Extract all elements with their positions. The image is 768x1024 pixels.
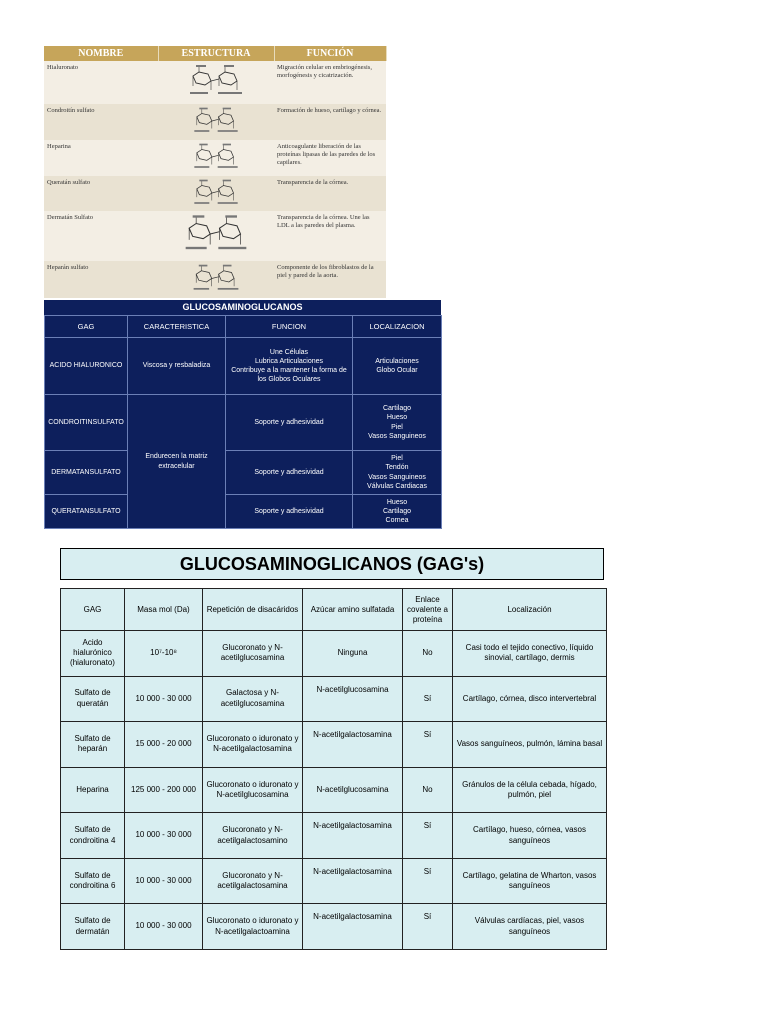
cell-masa: 10 000 - 30 000: [125, 813, 203, 859]
localizacion-line: Articulaciones: [375, 357, 419, 365]
cell-repeticion: Glucoronato o iduronato y N-acetilgalactosamina: [203, 722, 303, 768]
molecule-structure-image: [181, 263, 251, 294]
table-row: [44, 211, 386, 261]
cell-funcion: Soporte y adhesividad: [226, 495, 353, 529]
cell-azucar: N-acetilglucosamina: [303, 767, 403, 813]
cell-nombre: Condroitín sulfato: [44, 104, 158, 140]
column-header-enlace: Enlace covalente a proteína: [403, 589, 453, 631]
localizacion-line: Válvulas Cardiacas: [367, 482, 427, 490]
table-row: [45, 338, 442, 395]
cell-gag: Sulfato de heparán: [61, 722, 125, 768]
cell-repeticion: Glucoronato o iduronato y N-acetilgalactoamina: [203, 904, 303, 950]
cell-estructura: [158, 61, 274, 104]
table-header-row: [45, 316, 442, 338]
localizacion-line: Hueso: [386, 498, 408, 506]
cell-repeticion: Glucoronato y N-acetilgalactosamino: [203, 813, 303, 859]
table-header-row: [61, 589, 607, 631]
cell-enlace: Sí: [403, 722, 453, 768]
localizacion-line: Cartilago: [382, 405, 411, 413]
cell-repeticion: Glucoronato y N-acetilgalactosamina: [203, 858, 303, 904]
cell-estructura: [158, 104, 274, 140]
cell-nombre: Queratán sulfato: [44, 176, 158, 211]
molecule-structure-image: [181, 178, 251, 208]
cell-gag: QUERATANSULFATO: [45, 495, 128, 529]
cell-masa: 15 000 - 20 000: [125, 722, 203, 768]
column-header-funcion: FUNCIÓN: [274, 46, 386, 61]
cell-localizacion: [353, 338, 442, 395]
table-row: [61, 904, 607, 950]
funcion-line: Contribuye a la mantener la forma de los Globos Oculares: [231, 367, 347, 384]
cell-gag: Sulfato de queratán: [61, 676, 125, 722]
column-header-caracteristica: CARACTERISTICA: [128, 316, 226, 338]
cell-funcion: Soporte y adhesividad: [226, 451, 353, 495]
cell-localizacion: [353, 495, 442, 529]
cell-funcion: [226, 338, 353, 395]
table-row: [45, 395, 442, 451]
cell-repeticion: Glucoronato o iduronato y N-acetilglucosamina: [203, 767, 303, 813]
cell-funcion: Transparencia de la córnea.: [274, 176, 386, 211]
cell-localizacion: Cartílago, gelatina de Wharton, vasos sanguíneos: [453, 858, 607, 904]
molecule-structure-image: [184, 142, 248, 172]
cell-masa: 10 000 - 30 000: [125, 904, 203, 950]
cell-gag: ACIDO HIALURONICO: [45, 338, 128, 395]
cell-enlace: No: [403, 631, 453, 677]
localizacion-line: Cornea: [385, 517, 409, 525]
cell-localizacion: Válvulas cardíacas, piel, vasos sanguíneos: [453, 904, 607, 950]
localizacion-line: Tendón: [385, 464, 409, 472]
column-header-localizacion: Localización: [453, 589, 607, 631]
cell-funcion: Componente de los fibroblastos de la piel y pared de la aorta.: [274, 261, 386, 298]
cell-nombre: Heparán sulfato: [44, 261, 158, 298]
localizacion-line: Piel: [391, 455, 403, 463]
cell-estructura: [158, 140, 274, 176]
table-title: GLUCOSAMINOGLUCANOS: [182, 302, 303, 312]
cell-azucar: N-acetilgalactosamina: [303, 858, 403, 904]
cell-azucar: N-acetilgalactosamina: [303, 904, 403, 950]
cell-enlace: Sí: [403, 858, 453, 904]
cell-nombre: Hialuronato: [44, 61, 158, 104]
column-header-masa: Masa mol (Da): [125, 589, 203, 631]
table-row: [61, 813, 607, 859]
cell-masa: 10⁷-10⁸: [125, 631, 203, 677]
molecule-structure-image: [184, 106, 248, 136]
cell-funcion: Anticoagulante liberación de las proteínas lipasas de las paredes de los capilares.: [274, 140, 386, 176]
cell-caracteristica: Viscosa y resbaladiza: [128, 338, 226, 395]
cell-funcion: Formación de hueso, cartílago y córnea.: [274, 104, 386, 140]
cell-masa: 10 000 - 30 000: [125, 858, 203, 904]
cell-azucar: N-acetilglucosamina: [303, 676, 403, 722]
cell-azucar: N-acetilgalactosamina: [303, 722, 403, 768]
cell-masa: 10 000 - 30 000: [125, 676, 203, 722]
cell-funcion: Soporte y adhesividad: [226, 395, 353, 451]
table-header-row: [44, 46, 386, 61]
column-header-nombre: NOMBRE: [44, 46, 158, 61]
cell-funcion: Transparencia de la córnea. Une las LDL a las paredes del plasma.: [274, 211, 386, 261]
cell-nombre: Heparina: [44, 140, 158, 176]
table-row: [44, 140, 386, 176]
table-row: [61, 767, 607, 813]
cell-estructura: [158, 176, 274, 211]
cell-gag: Heparina: [61, 767, 125, 813]
column-header-funcion: FUNCION: [226, 316, 353, 338]
localizacion-line: Cartilago: [382, 507, 411, 515]
cell-funcion: Migración celular en embriogénesis, morfogénesis y cicatrización.: [274, 61, 386, 104]
cell-caracteristica-merged: Endurecen la matriz extracelular: [128, 395, 226, 529]
cell-localizacion: Casi todo el tejido conectivo, líquido sinovial, cartílago, dermis: [453, 631, 607, 677]
funcion-line: Une Células: [269, 348, 309, 356]
table-row: [44, 61, 386, 104]
structure-table: [44, 46, 387, 298]
localizacion-line: Hueso: [386, 414, 408, 422]
cell-localizacion: Cartílago, hueso, córnea, vasos sanguíneos: [453, 813, 607, 859]
cell-estructura: [158, 211, 274, 261]
table-row: [61, 631, 607, 677]
localizacion-line: Piel: [391, 423, 403, 431]
cell-masa: 125 000 - 200 000: [125, 767, 203, 813]
gag-characteristics-table: [44, 300, 441, 529]
cell-gag: DERMATANSULFATO: [45, 451, 128, 495]
cell-gag: Acido hialurónico (hialuronato): [61, 631, 125, 677]
cell-gag: Sulfato de dermatán: [61, 904, 125, 950]
molecule-structure-image: [176, 213, 256, 255]
cell-localizacion: Gránulos de la célula cebada, hígado, pulmón, piel: [453, 767, 607, 813]
cell-gag: CONDROITINSULFATO: [45, 395, 128, 451]
cell-gag: Sulfato de condroitina 6: [61, 858, 125, 904]
table-row: [61, 858, 607, 904]
table-row: [45, 495, 442, 529]
table-row: [61, 676, 607, 722]
table-title: GLUCOSAMINOGLICANOS (GAG's): [60, 548, 604, 580]
cell-azucar: Ninguna: [303, 631, 403, 677]
molecule-structure-image: [184, 63, 248, 99]
table-row: [61, 722, 607, 768]
cell-enlace: Sí: [403, 904, 453, 950]
cell-localizacion: Vasos sanguíneos, pulmón, lámina basal: [453, 722, 607, 768]
gag-properties-table: [60, 588, 607, 950]
cell-repeticion: Glucoronato y N-acetilglucosamina: [203, 631, 303, 677]
cell-repeticion: Galactosa y N-acetilglucosamina: [203, 676, 303, 722]
cell-enlace: No: [403, 767, 453, 813]
gag-characteristics-grid: [44, 315, 442, 529]
column-header-gag: GAG: [45, 316, 128, 338]
cell-enlace: Sí: [403, 676, 453, 722]
cell-localizacion: Cartílago, córnea, disco intervertebral: [453, 676, 607, 722]
column-header-repeticion: Repetición de disacáridos: [203, 589, 303, 631]
cell-nombre: Dermatán Sulfato: [44, 211, 158, 261]
table-row: [44, 104, 386, 140]
localizacion-line: Vasos Sanguineos: [368, 432, 426, 440]
table-row: [44, 176, 386, 211]
cell-gag: Sulfato de condroitina 4: [61, 813, 125, 859]
cell-localizacion: [353, 451, 442, 495]
cell-estructura: [158, 261, 274, 298]
table-row: [44, 261, 386, 298]
cell-localizacion: [353, 395, 442, 451]
column-header-gag: GAG: [61, 589, 125, 631]
localizacion-line: Globo Ocular: [376, 367, 418, 374]
cell-azucar: N-acetilgalactosamina: [303, 813, 403, 859]
localizacion-line: Vasos Sanguineos: [368, 473, 426, 481]
table-row: [45, 451, 442, 495]
column-header-localizacion: LOCALIZACION: [353, 316, 442, 338]
cell-enlace: Sí: [403, 813, 453, 859]
funcion-line: Lubrica Articulaciones: [254, 357, 324, 365]
column-header-azucar: Azúcar amino sulfatada: [303, 589, 403, 631]
column-header-estructura: ESTRUCTURA: [158, 46, 274, 61]
